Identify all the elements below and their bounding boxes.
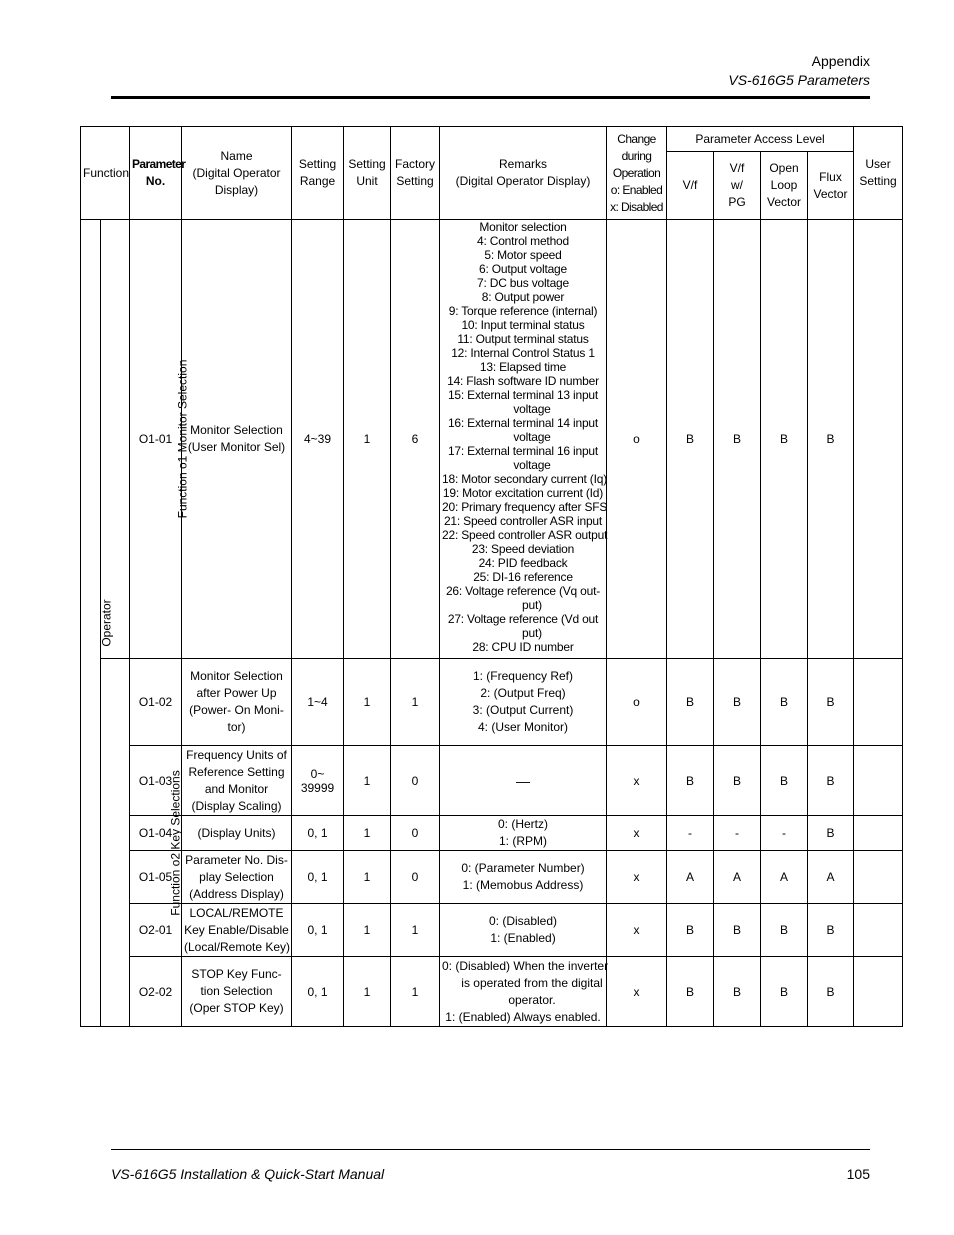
setting-unit: 1 (344, 957, 391, 1027)
page-number: 105 (846, 1166, 870, 1182)
factory-setting: 1 (391, 659, 440, 746)
user-setting (854, 851, 903, 904)
table-row (81, 746, 903, 816)
change-during-operation: x (607, 816, 667, 851)
table-row (81, 659, 903, 746)
factory-setting: 0 (391, 816, 440, 851)
change-during-operation: o (607, 659, 667, 746)
access-open-loop-vector: B (761, 957, 808, 1027)
access-flux-vector: B (808, 816, 854, 851)
change-during-operation: x (607, 904, 667, 957)
access-vf: A (667, 851, 714, 904)
parameter-name: LOCAL/REMOTE Key Enable/Disable (Local/Remote Key) (182, 904, 292, 957)
parameter-name: Frequency Units of Reference Setting and Monitor (Display Scaling) (182, 746, 292, 816)
setting-range: 4~39 (292, 220, 344, 659)
access-flux-vector: B (808, 659, 854, 746)
setting-range: 0, 1 (292, 904, 344, 957)
access-flux-vector: B (808, 904, 854, 957)
parameter-no: O2-02 (130, 957, 182, 1027)
group-o1-monitor-selection: Function o1 Monitor Selection (101, 220, 130, 659)
header-change-during-operation: Change during Operation o: Enabled x: Disabled (607, 127, 667, 220)
table-row (81, 220, 903, 659)
access-vf: B (667, 220, 714, 659)
table-row (81, 904, 903, 957)
remarks: 0: (Parameter Number) 1: (Memobus Address) (440, 851, 607, 904)
factory-setting: 1 (391, 904, 440, 957)
access-vf-pg: - (714, 816, 761, 851)
access-flux-vector: B (808, 220, 854, 659)
setting-unit: 1 (344, 659, 391, 746)
header-vf-pg: V/f w/ PG (714, 152, 761, 220)
parameter-no: O1-01 (130, 220, 182, 659)
access-vf-pg: B (714, 904, 761, 957)
change-during-operation: o (607, 220, 667, 659)
header-section: Appendix (811, 53, 870, 69)
footer-rule (111, 1149, 870, 1150)
setting-unit: 1 (344, 851, 391, 904)
header-vf: V/f (667, 152, 714, 220)
header-user-setting: User Setting (854, 127, 903, 220)
parameter-no: O1-04 (130, 816, 182, 851)
change-during-operation: x (607, 746, 667, 816)
access-flux-vector: A (808, 851, 854, 904)
factory-setting: 1 (391, 957, 440, 1027)
access-open-loop-vector: B (761, 659, 808, 746)
user-setting (854, 957, 903, 1027)
parameter-no: O1-05 (130, 851, 182, 904)
setting-range: 0, 1 (292, 816, 344, 851)
parameter-name: Monitor Selection after Power Up (Power- On Moni- tor) (182, 659, 292, 746)
remarks: 0: (Disabled) When the inverter is operated from the digital operator. 1: (Enabled) Always enabled. (440, 957, 607, 1027)
parameter-no: O1-02 (130, 659, 182, 746)
user-setting (854, 659, 903, 746)
header-setting-range: Setting Range (292, 127, 344, 220)
access-vf-pg: B (714, 957, 761, 1027)
parameter-table (80, 126, 903, 1027)
remarks: — (440, 746, 607, 816)
setting-range: 0, 1 (292, 957, 344, 1027)
user-setting (854, 220, 903, 659)
setting-range: 1~4 (292, 659, 344, 746)
footer-manual-title: VS-616G5 Installation & Quick-Start Manual (111, 1166, 385, 1182)
access-open-loop-vector: A (761, 851, 808, 904)
header-parameter-no: Parameter No. (130, 127, 182, 220)
setting-unit: 1 (344, 746, 391, 816)
header-setting-unit: Setting Unit (344, 127, 391, 220)
remarks: 0: (Disabled) 1: (Enabled) (440, 904, 607, 957)
access-vf-pg: B (714, 659, 761, 746)
access-vf-pg: B (714, 220, 761, 659)
parameter-name: (Display Units) (182, 816, 292, 851)
group-operator: Operator (81, 220, 101, 1027)
remarks: 0: (Hertz) 1: (RPM) (440, 816, 607, 851)
setting-range: 0, 1 (292, 851, 344, 904)
factory-setting: 0 (391, 746, 440, 816)
factory-setting: 6 (391, 220, 440, 659)
access-open-loop-vector: B (761, 220, 808, 659)
header-flux-vector: Flux Vector (808, 152, 854, 220)
factory-setting: 0 (391, 851, 440, 904)
access-vf-pg: A (714, 851, 761, 904)
user-setting (854, 816, 903, 851)
access-flux-vector: B (808, 957, 854, 1027)
parameter-no: O2-01 (130, 904, 182, 957)
table-row (81, 816, 903, 851)
parameter-name: STOP Key Func- tion Selection (Oper STOP Key) (182, 957, 292, 1027)
header-parameter-access-level: Parameter Access Level (667, 127, 854, 152)
change-during-operation: x (607, 851, 667, 904)
access-open-loop-vector: - (761, 816, 808, 851)
setting-range: 0~ 39999 (292, 746, 344, 816)
remarks: 1: (Frequency Ref) 2: (Output Freq) 3: (Output Current) 4: (User Monitor) (440, 659, 607, 746)
parameter-name: Parameter No. Dis- play Selection (Address Display) (182, 851, 292, 904)
header-remarks: Remarks (Digital Operator Display) (440, 127, 607, 220)
access-vf-pg: B (714, 746, 761, 816)
access-vf: - (667, 816, 714, 851)
remarks: Monitor selection 4: Control method 5: Motor speed 6: Output voltage 7: DC bus voltage 8: Output power 9: Torque reference (internal) 10: Input terminal status 11: Output terminal status 12: Internal Control Status 1 13: Elapsed time 14: Flash software ID number 15: External terminal 13 input voltage 16: External terminal 14 input voltage 17: External terminal 16 input voltage 18: Motor secondary current (Iq) 19: Motor excitation current (Id) 20: Primary frequency after SFS 21: Speed controller ASR input 22: Speed controller ASR output 23: Speed deviation 24: PID feedback 25: DI-16 reference 26: Voltage reference (Vq out- put) 27: Voltage reference (Vd out put) 28: CPU ID number (440, 220, 607, 659)
access-vf: B (667, 659, 714, 746)
access-open-loop-vector: B (761, 746, 808, 816)
header-name: Name (Digital Operator Display) (182, 127, 292, 220)
setting-unit: 1 (344, 904, 391, 957)
header-function: Function (81, 127, 130, 220)
parameter-no: O1-03 (130, 746, 182, 816)
table-row (81, 851, 903, 904)
change-during-operation: x (607, 957, 667, 1027)
access-vf: B (667, 904, 714, 957)
group-o2-key-selections: Function o2 Key Selections (101, 659, 130, 1027)
access-open-loop-vector: B (761, 904, 808, 957)
access-vf: B (667, 957, 714, 1027)
user-setting (854, 746, 903, 816)
header-factory-setting: Factory Setting (391, 127, 440, 220)
header-open-loop-vector: Open Loop Vector (761, 152, 808, 220)
setting-unit: 1 (344, 220, 391, 659)
user-setting (854, 904, 903, 957)
parameter-name: Monitor Selection (User Monitor Sel) (182, 220, 292, 659)
setting-unit: 1 (344, 816, 391, 851)
header-subsection: VS-616G5 Parameters (728, 72, 870, 88)
access-vf: B (667, 746, 714, 816)
table-row (81, 957, 903, 1027)
header-rule (111, 96, 870, 99)
access-flux-vector: B (808, 746, 854, 816)
